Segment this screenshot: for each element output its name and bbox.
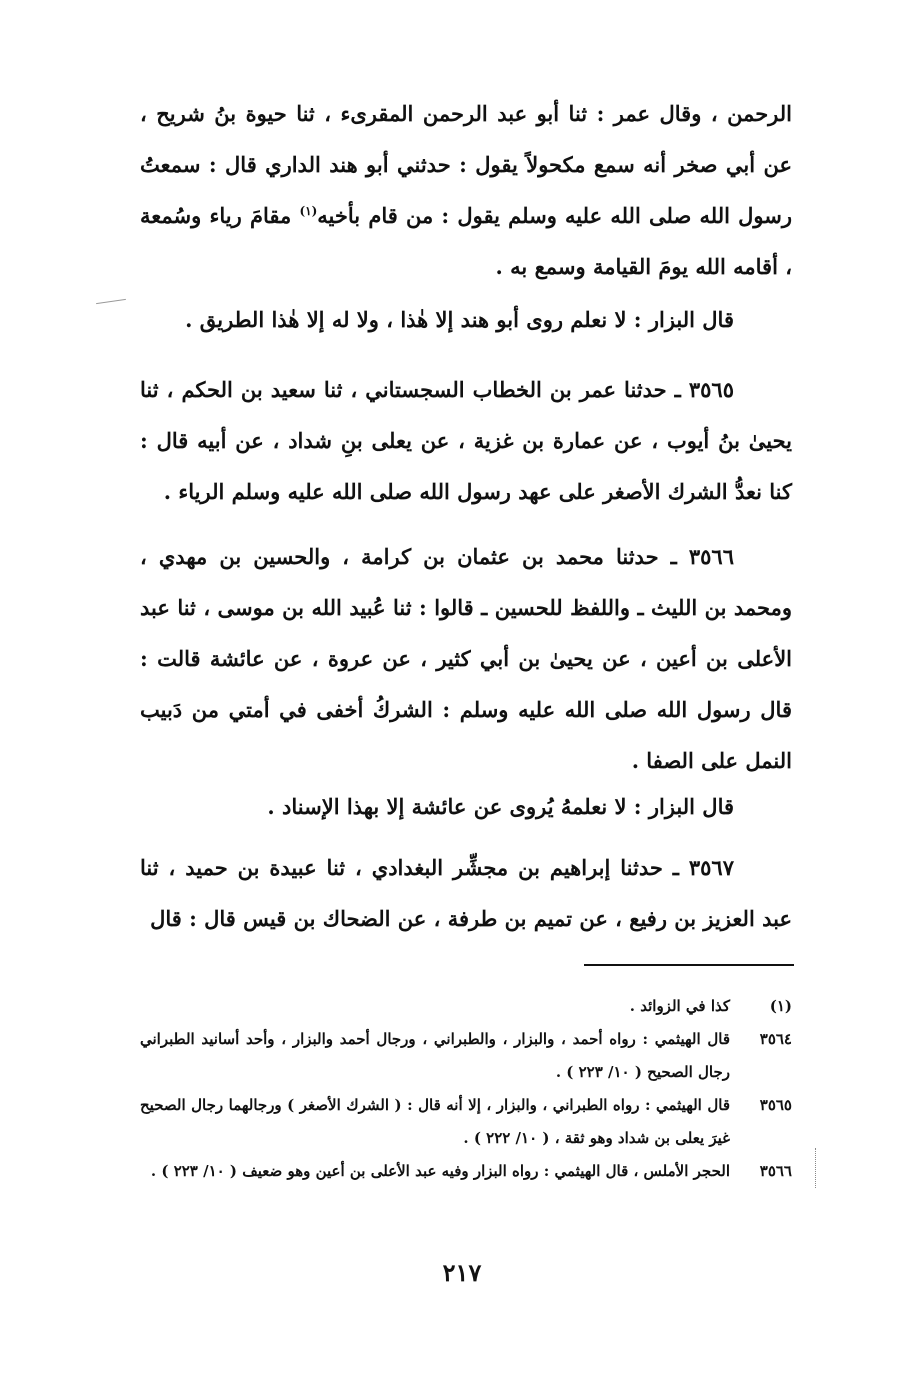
- footnote-number: (١): [769, 997, 792, 1015]
- paragraph-hadith-3565: ٣٥٦٥ ـ حدثنا عمر بن الخطاب السجستاني ، ثنا سعيد بن الحكم ، ثنا يحيىٰ بنُ أيوب ، عن عمارة بن غزية ، عن يعلى بنِ شداد ، عن أبيه قال : كنا نعدُّ الشرك الأصغر على عهد رسول الله صلى الله عليه وسلم الرياء .: [140, 377, 792, 504]
- paragraph-hadith-3566: ٣٥٦٦ ـ حدثنا محمد بن عثمان بن كرامة ، والحسين بن مهدي ، ومحمد بن الليث ـ واللفظ للحسين ـ قالوا : ثنا عُبيد الله بن موسى ، ثنا عبد الأعلى بن أعين ، عن يحيىٰ بن أبي كثير ، عن عروة ، عن عائشة قالت : قال رسول الله صلى الله عليه وسلم : الشركُ أخفى في أمتي من دَبيب النمل على الصفا .: [140, 544, 792, 773]
- paragraph-bazzar-comment-1: قال البزار : لا نعلم روى أبو هند إلا هٰذا ، ولا له إلا هٰذا الطريق .: [185, 307, 734, 332]
- paragraph-bazzar-comment-2: قال البزار : لا نعلمهُ يُروى عن عائشة إلا بهذا الإسناد .: [267, 794, 734, 819]
- footnote-text: الحجر الأملس ، قال الهيثمي : رواه البزار وفيه عبد الأعلى بن أعين وهو ضعيف ( ١٠/ ٢٢٣ ) .: [150, 1162, 730, 1180]
- footnote-item: [140, 1023, 792, 1089]
- paragraph-hadith-3564-continued: [140, 88, 792, 292]
- footnote-text: كذا في الزوائد .: [629, 997, 730, 1015]
- page-number: ٢١٧: [442, 1258, 482, 1287]
- footnote-item: [140, 1155, 792, 1188]
- footnote-text: قال الهيثمي : رواه الطبراني ، والبزار ، إلا أنه قال : ( الشرك الأصغر ) ورجالهما رجال الصحيح غيرَ يعلى بن شداد وهو ثقة ، ( ١٠/ ٢٢٢ ) .: [140, 1096, 730, 1147]
- footnote-item: [140, 990, 792, 1023]
- footnote-reference: (١): [299, 204, 318, 218]
- footnote-number: ٣٥٦٤: [759, 1030, 792, 1048]
- footnote-separator: [584, 964, 794, 966]
- paragraph-text: الرحمن ، وقال عمر : ثنا أبو عبد الرحمن المقرىء ، ثنا حيوة بنُ شريح ، عن أبي صخر أنه سمع مكحولاً يقول : حدثني أبو هند الداري قال : سمعتُ رسول الله صلى الله عليه وسلم يقول : من قام بأخيه: [140, 101, 792, 228]
- paragraph-hadith-3567: ٣٥٦٧ ـ حدثنا إبراهيم بن مجشِّر البغدادي ، ثنا عبيدة بن حميد ، ثنا عبد العزيز بن رفيع ، عن تميم بن طرفة ، عن الضحاك بن قيس قال : قال: [140, 855, 792, 931]
- paragraph-text-tail: مقامَ رياء وسُمعة ، أقامه الله يومَ القيامة وسمع به .: [140, 203, 792, 279]
- footnote-number: ٣٥٦٥: [759, 1096, 792, 1114]
- footnotes-section: [140, 990, 792, 1188]
- footnote-number: ٣٥٦٦: [759, 1162, 792, 1180]
- scan-artifact-line: [96, 299, 126, 304]
- footnote-text: قال الهيثمي : رواه أحمد ، والبزار ، والطبراني ، ورجال أحمد والبزار ، وأحد أسانيد الطبراني رجال الصحيح ( ١٠/ ٢٢٣ ) .: [140, 1030, 730, 1081]
- scan-artifact-dots: [815, 1148, 820, 1188]
- footnote-item: [140, 1089, 792, 1155]
